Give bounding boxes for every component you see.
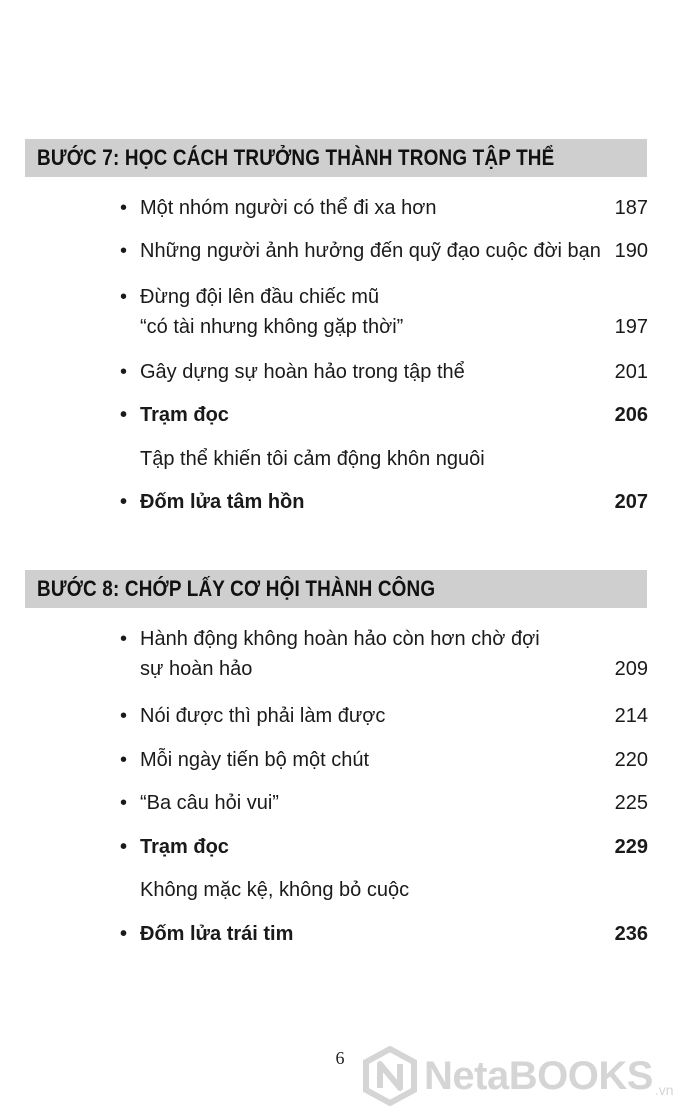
- netabooks-logo-icon: [362, 1046, 418, 1106]
- bullet: •: [120, 404, 128, 426]
- entry-page: 206: [614, 404, 648, 426]
- bullet: •: [120, 361, 128, 383]
- bullet: •: [120, 705, 128, 727]
- section-heading: BƯỚC 8: CHỚP LẤY CƠ HỘI THÀNH CÔNG: [37, 576, 436, 601]
- bullet: •: [120, 836, 128, 858]
- toc-entry[interactable]: [120, 624, 648, 684]
- entry-page: 209: [614, 658, 648, 680]
- entry-title: Trạm đọc: [140, 836, 229, 858]
- section-header-step-8: [25, 570, 647, 608]
- section-heading: BƯỚC 7: HỌC CÁCH TRƯỞNG THÀNH TRONG TẬP THỂ: [37, 145, 555, 170]
- entry-page: 214: [614, 705, 648, 727]
- entry-page: 236: [614, 923, 648, 945]
- entry-page: 220: [614, 749, 648, 771]
- toc-entry[interactable]: [120, 236, 648, 266]
- watermark-brand: NetaBOOKS: [424, 1053, 653, 1098]
- section-header-step-7: [25, 139, 647, 177]
- entry-title: Nói được thì phải làm được: [140, 705, 386, 727]
- entry-title-continued: “có tài nhưng không gặp thời”: [140, 316, 404, 338]
- toc-entry[interactable]: [120, 282, 648, 342]
- toc-entry[interactable]: [120, 487, 648, 517]
- entry-title: Hành động không hoàn hảo còn hơn chờ đợi: [140, 628, 540, 650]
- entry-page: 229: [614, 836, 648, 858]
- toc-entry[interactable]: [120, 919, 648, 949]
- entry-page: 201: [614, 361, 648, 383]
- toc-entry[interactable]: [120, 745, 648, 775]
- bullet: •: [120, 240, 128, 262]
- bullet: •: [120, 628, 128, 650]
- bullet: •: [120, 491, 128, 513]
- entry-title-continued: sự hoàn hảo: [140, 658, 253, 680]
- watermark-tld: .vn: [654, 1082, 674, 1098]
- entry-subtitle: Không mặc kệ, không bỏ cuộc: [140, 879, 410, 901]
- entry-page: 190: [614, 240, 648, 262]
- entry-title: Đốm lửa tâm hồn: [140, 491, 305, 513]
- entry-page: 225: [614, 792, 648, 814]
- bullet: •: [120, 749, 128, 771]
- entry-title: Một nhóm người có thể đi xa hơn: [140, 197, 437, 219]
- entry-title: Trạm đọc: [140, 404, 229, 426]
- entry-page: 197: [614, 316, 648, 338]
- page-number: 6: [335, 1048, 345, 1068]
- toc-entry[interactable]: [120, 832, 648, 862]
- bullet: •: [120, 286, 128, 308]
- entry-title: Đừng đội lên đầu chiếc mũ: [140, 286, 380, 308]
- bullet: •: [120, 923, 128, 945]
- entry-title: “Ba câu hỏi vui”: [140, 792, 279, 814]
- entry-title: Những người ảnh hưởng đến quỹ đạo cuộc đời bạn: [140, 240, 601, 262]
- toc-entry[interactable]: [120, 193, 648, 223]
- toc-entry[interactable]: [120, 788, 648, 818]
- bullet: •: [120, 197, 128, 219]
- watermark: [362, 1046, 674, 1106]
- entry-page: 207: [614, 491, 648, 513]
- entry-title: Mỗi ngày tiến bộ một chút: [140, 749, 370, 771]
- toc-entry[interactable]: [120, 357, 648, 387]
- entry-title: Gây dựng sự hoàn hảo trong tập thể: [140, 361, 465, 383]
- entry-title: Đốm lửa trái tim: [140, 923, 294, 945]
- entry-page: 187: [614, 197, 648, 219]
- bullet: •: [120, 792, 128, 814]
- toc-entry[interactable]: [120, 400, 648, 430]
- entry-subtitle: Tập thể khiến tôi cảm động khôn nguôi: [140, 448, 485, 470]
- toc-entry[interactable]: [120, 701, 648, 731]
